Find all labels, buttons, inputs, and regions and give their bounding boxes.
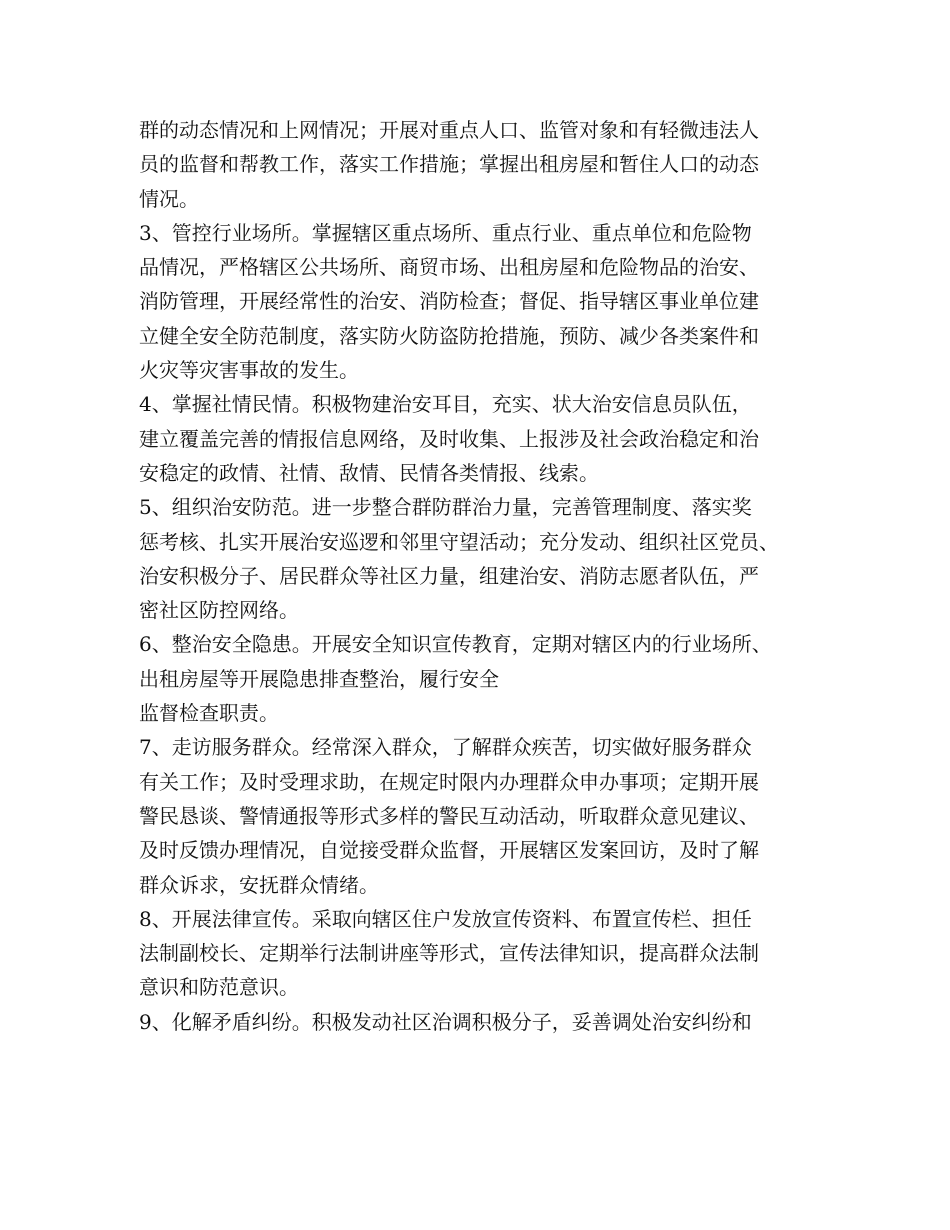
text-line: 群的动态情况和上网情况；开展对重点人口、监管对象和有轻微违法人 bbox=[139, 118, 759, 142]
text-line: 意识和防范意识。 bbox=[139, 975, 299, 1000]
text-line: 员的监督和帮教工作，落实工作措施；掌握出租房屋和暂住人口的动态 bbox=[139, 152, 759, 177]
text-line: 密社区防控网络。 bbox=[139, 598, 299, 623]
text-line: 情况。 bbox=[139, 186, 199, 211]
text-line: 9、化解矛盾纠纷。积极发动社区治调积极分子，妥善调处治安纠纷和 bbox=[139, 1009, 752, 1034]
text-line: 治安积极分子、居民群众等社区力量，组建治安、消防志愿者队伍，严 bbox=[139, 563, 759, 588]
document-body bbox=[139, 113, 839, 1039]
text-line: 出租房屋等开展隐患排查整治，履行安全 bbox=[139, 666, 499, 691]
text-line: 火灾等灾害事故的发生。 bbox=[139, 358, 359, 383]
text-line: 群众诉求，安抚群众情绪。 bbox=[139, 872, 379, 897]
text-line: 监督检查职责。 bbox=[139, 701, 279, 726]
text-line: 消防管理，开展经常性的治安、消防检查；督促、指导辖区事业单位建 bbox=[139, 289, 759, 314]
text-line: 6、整治安全隐患。开展安全知识宣传教育，定期对辖区内的行业场所、 bbox=[139, 632, 772, 657]
text-line: 3、管控行业场所。掌握辖区重点场所、重点行业、重点单位和危险物 bbox=[139, 220, 752, 245]
text-line: 7、走访服务群众。经常深入群众，了解群众疾苦，切实做好服务群众 bbox=[139, 735, 752, 760]
text-line: 警民恳谈、警情通报等形式多样的警民互动活动，听取群众意见建议、 bbox=[139, 803, 759, 828]
text-line: 及时反馈办理情况，自觉接受群众监督，开展辖区发案回访，及时了解 bbox=[139, 838, 759, 863]
text-line: 有关工作；及时受理求助，在规定时限内办理群众申办事项；定期开展 bbox=[139, 769, 759, 794]
text-line: 5、组织治安防范。进一步整合群防群治力量，完善管理制度、落实奖 bbox=[139, 495, 752, 520]
text-line: 法制副校长、定期举行法制讲座等形式，宣传法律知识，提高群众法制 bbox=[139, 941, 759, 966]
text-line: 4、掌握社情民情。积极物建治安耳目，充实、状大治安信息员队伍， bbox=[139, 392, 752, 417]
text-line: 安稳定的政情、社情、敌情、民情各类情报、线索。 bbox=[139, 460, 599, 485]
text-line: 立健全安全防范制度，落实防火防盗防抢措施，预防、减少各类案件和 bbox=[139, 323, 759, 348]
text-line: 品情况，严格辖区公共场所、商贸市场、出租房屋和危险物品的治安、 bbox=[139, 255, 759, 280]
text-line: 建立覆盖完善的情报信息网络，及时收集、上报涉及社会政治稳定和治 bbox=[139, 426, 759, 451]
text-line: 惩考核、扎实开展治安巡逻和邻里守望活动；充分发动、组织社区党员、 bbox=[139, 529, 779, 554]
text-line: 8、开展法律宣传。采取向辖区住户发放宣传资料、布置宣传栏、担任 bbox=[139, 906, 752, 931]
